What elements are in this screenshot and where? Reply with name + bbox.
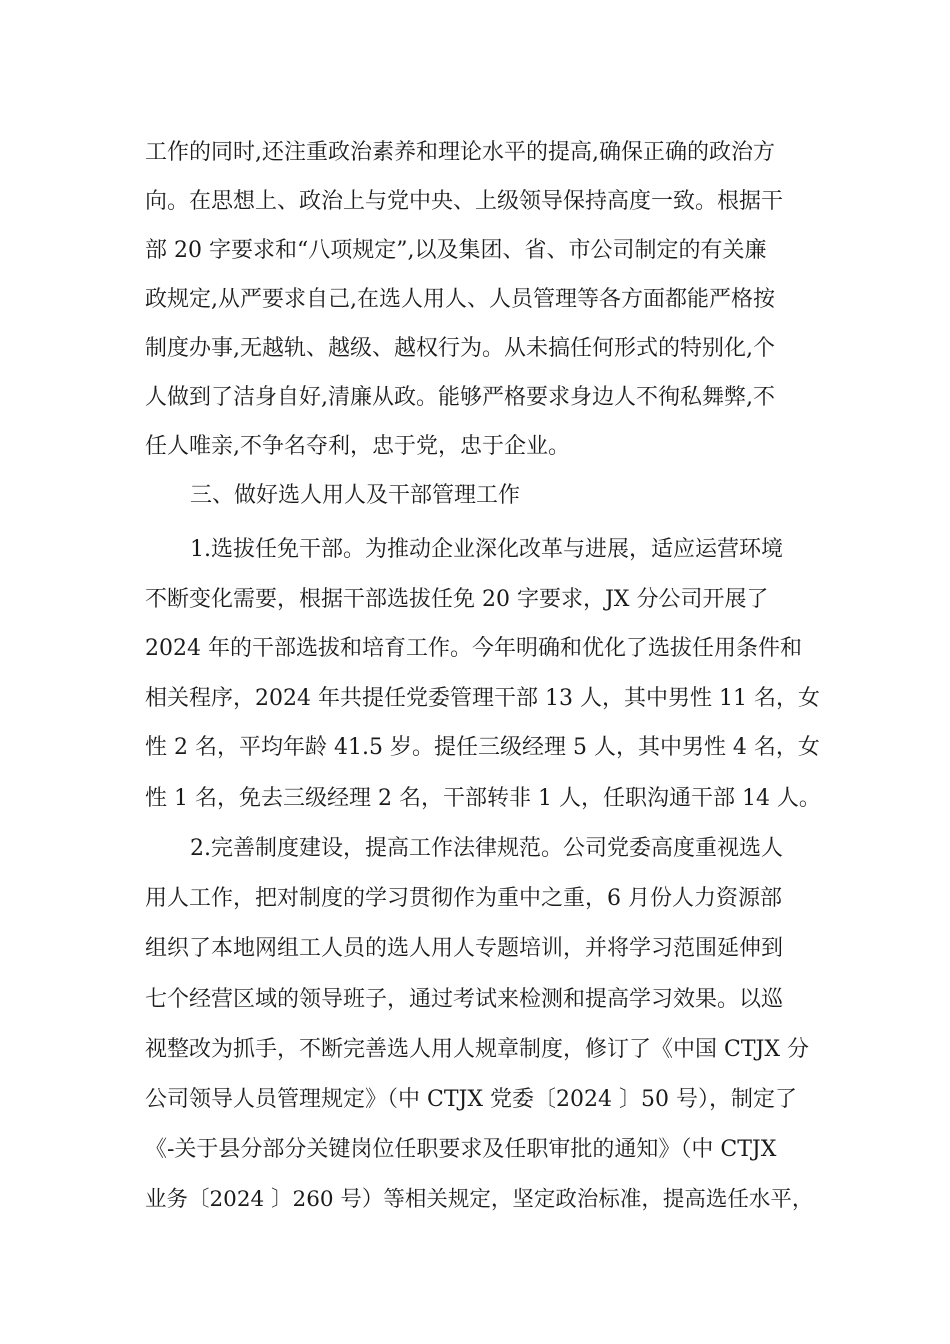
text-line: 《-关于县分部分关键岗位任职要求及任职审批的通知》（中 CTJX	[145, 1137, 777, 1162]
text-line: 政规定,从严要求自己,在选人用人、人员管理等各方面都能严格按	[145, 287, 775, 312]
text-line: 部 20 字要求和“八项规定”,以及集团、省、市公司制定的有关廉	[145, 238, 767, 263]
text-line: 向。在思想上、政治上与党中央、上级领导保持高度一致。根据干	[145, 189, 784, 214]
text-line: 公司领导人员管理规定》（中 CTJX 党委〔2024 〕50 号），制定了	[145, 1087, 797, 1112]
text-line: 制度办事,无越轨、越级、越权行为。从未搞任何形式的特别化,个	[145, 336, 775, 361]
text-line: 组织了本地网组工人员的选人用人专题培训，并将学习范围延伸到	[145, 936, 784, 961]
section-heading: 三、做好选人用人及干部管理工作	[190, 483, 521, 508]
text-line: 2024 年的干部选拔和培育工作。今年明确和优化了选拔任用条件和	[145, 636, 802, 661]
text-line: 七个经营区域的领导班子，通过考试来检测和提高学习效果。以巡	[145, 987, 784, 1012]
text-line: 1.选拔任免干部。为推动企业深化改革与进展，适应运营环境	[190, 537, 783, 562]
text-line: 用人工作，把对制度的学习贯彻作为重中之重，6 月份人力资源部	[145, 886, 782, 911]
text-line: 性 2 名，平均年龄 41.5 岁。提任三级经理 5 人，其中男性 4 名，女	[145, 735, 820, 760]
text-line: 2.完善制度建设，提高工作法律规范。公司党委高度重视选人	[190, 836, 783, 861]
text-line: 任人唯亲,不争名夺利，忠于党，忠于企业。	[145, 434, 570, 459]
text-line: 性 1 名，免去三级经理 2 名，干部转非 1 人，任职沟通干部 14 人。	[145, 786, 821, 811]
text-line: 人做到了洁身自好,清廉从政。能够严格要求身边人不徇私舞弊,不	[145, 385, 775, 410]
text-line: 业务〔2024 〕260 号）等相关规定，坚定政治标准，提高选任水平，	[145, 1187, 814, 1212]
text-line: 不断变化需要，根据干部选拔任免 20 字要求，JX 分公司开展了	[145, 587, 769, 612]
text-line: 工作的同时,还注重政治素养和理论水平的提高,确保正确的政治方	[145, 140, 775, 165]
text-line: 视整改为抓手，不断完善选人用人规章制度，修订了《中国 CTJX 分	[145, 1037, 809, 1062]
text-line: 相关程序，2024 年共提任党委管理干部 13 人，其中男性 11 名，女	[145, 686, 820, 711]
